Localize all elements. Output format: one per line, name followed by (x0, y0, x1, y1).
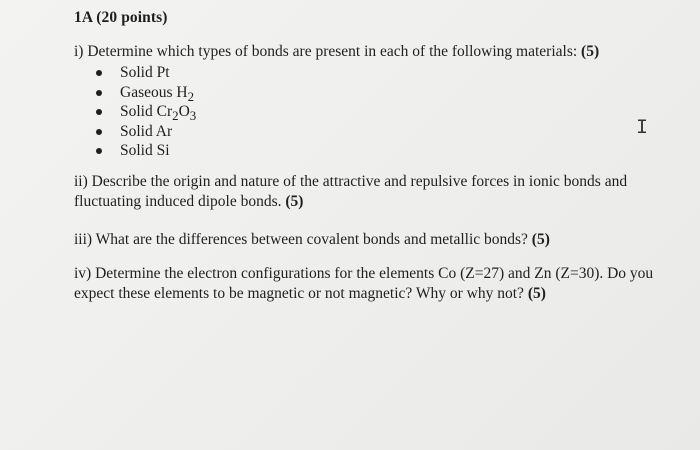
subscript: 2 (187, 88, 195, 104)
question-2-points: (5) (285, 193, 304, 210)
list-item (92, 122, 196, 142)
list-item (92, 63, 196, 83)
problem-title: 1A (20 points) (74, 9, 168, 26)
question-4-text: iv) Determine the electron configurations for the elements Co (Z=27) and Zn (Z=30). Do you expect these elements to be magnetic or not magnetic? Why or why not? (74, 265, 654, 302)
material-label: Solid Si (120, 142, 170, 159)
materials-list (92, 63, 196, 161)
list-item (92, 83, 196, 103)
material-label: Solid Cr (120, 103, 173, 120)
bullet-icon (96, 109, 102, 115)
bullet-icon (96, 90, 102, 96)
list-item (92, 102, 196, 122)
question-2 (74, 172, 674, 212)
question-2-text: ii) Describe the origin and nature of the attractive and repulsive forces in ionic bonds and fluctuating induced dipole bonds. (74, 173, 628, 210)
question-3 (74, 230, 674, 250)
material-label: Solid Ar (120, 122, 173, 140)
question-3-points: (5) (531, 231, 550, 248)
material-label: Gaseous H (120, 83, 188, 101)
question-3-text: iii) What are the differences between covalent bonds and metallic bonds? (74, 231, 532, 248)
question-1-text: i) Determine which types of bonds are present in each of the following materials: (74, 43, 582, 60)
question-4 (74, 264, 674, 304)
subscript: 2 (172, 108, 179, 124)
question-1 (74, 42, 674, 62)
bullet-icon (96, 70, 102, 76)
question-1-points: (5) (581, 43, 600, 60)
list-item (92, 141, 196, 161)
subscript: 3 (189, 108, 197, 124)
material-label: Solid Pt (120, 64, 170, 81)
material-label-mid: O (178, 103, 190, 120)
text-cursor-icon: I (636, 117, 649, 140)
question-4-points: (5) (527, 285, 546, 302)
bullet-icon (96, 148, 102, 154)
bullet-icon (96, 129, 102, 135)
